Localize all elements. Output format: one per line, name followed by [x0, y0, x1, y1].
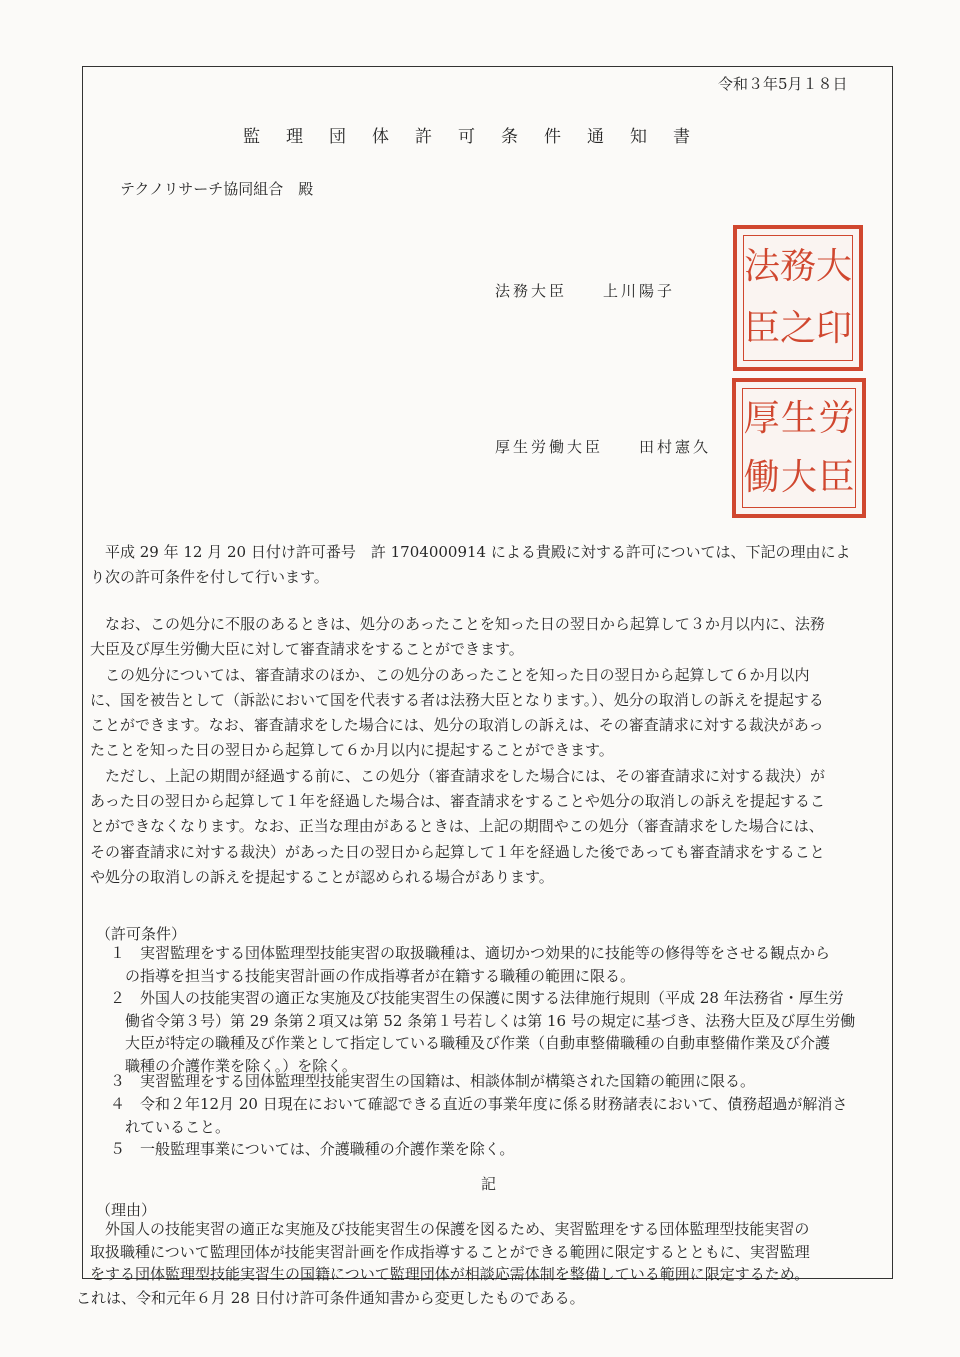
reason-text: 外国人の技能実習の適正な実施及び技能実習生の保護を図るため、実習監理をする団体監理型技能実習の 取扱職種について監理団体が技能実習計画を作成指導することができる範囲に限定するとともに、実習監理 をする団体監理型技能実習生の国籍について監理団体が相談応需体制を整備している範囲に限定するため。 [90, 1220, 810, 1283]
reason-heading: （理由） [96, 1201, 157, 1219]
seal-char: 労 [818, 397, 855, 439]
seal-char: 之 [780, 308, 817, 349]
condition-item: ２ 外国人の技能実習の適正な実施及び技能実習生の保護に関する法律施行規則（平成 28 年法務省・厚生労 働省令第３号）第 29 条第２項又は第 52 条第１号若しくは第 16 号の規定に基づき、法務大臣及び厚生労働 大臣が特定の職種及び作業として指定している職種及び作業（自動車整備職種の自動車整備作業及び介護 職種の介護作業を除く。）を除く。 [110, 989, 856, 1075]
seal-char: 臣 [818, 456, 855, 498]
issue-date: 令和３年5月１８日 [718, 75, 848, 93]
seal-char: 厚 [743, 397, 780, 439]
seal-justice-stamp [733, 225, 863, 371]
seal-char: 大 [780, 456, 817, 498]
seal-char: 生 [780, 397, 817, 439]
condition-item: １ 実習監理をする団体監理型技能実習の取扱職種は、適切かつ効果的に技能等の修得等をさせる観点から の指導を担当する技能実習計画の作成指導者が在籍する職種の範囲に限る。 [110, 944, 831, 985]
appeal-paragraph: なお、この処分に不服のあるときは、処分のあったことを知った日の翌日から起算して３か月以内に、法務 大臣及び厚生労働大臣に対して審査請求をすることができます。 この処分については、審査請求のほか、この処分のあったことを知った日の翌日から起算して６か月以内 に、国を被告として（訴訟において国を代表する者は法務大臣となります。）、処分の取消しの訴えを提起する ことができます。なお、審査請求をした場合には、処分の取消しの訴えは、その審査請求に対する裁決があっ たことを知った日の翌日から起算して６か月以内に提起することができます。 ただし、上記の期間が経過する前に、この処分（審査請求をした場合には、その審査請求に対する裁決）が あった日の翌日から起算して１年を経過した場合は、審査請求をすることや処分の取消しの訴えを提起するこ とができなくなります。なお、正当な理由があるときは、上記の期間やこの処分（審査請求をした場合には、 その審査請求に対する裁決）があった日の翌日から起算して１年を経過した後であっても審査請求をすること や処分の取消しの訴えを提起することが認められる場合があります。 [90, 615, 826, 886]
seal-char: 働 [743, 456, 780, 498]
seal-char: 印 [816, 308, 853, 349]
seal-char: 務 [780, 246, 817, 287]
minister-health: 厚生労働大臣 田村憲久 [495, 438, 712, 456]
addressee: テクノリサーチ協同組合 殿 [120, 180, 314, 198]
minister-justice: 法務大臣 上川陽子 [495, 282, 676, 300]
condition-item: ３ 実習監理をする団体監理型技能実習生の国籍は、相談体制が構築された国籍の範囲に限る。 [110, 1072, 756, 1090]
condition-item: ４ 令和２年12月 20 日現在において確認できる直近の事業年度に係る財務諸表において、債務超過が解消さ れていること。 [110, 1095, 848, 1136]
conditions-heading: （許可条件） [96, 925, 187, 943]
condition-item: ５ 一般監理事業については、介護職種の介護作業を除く。 [110, 1140, 515, 1158]
seal-health-stamp [732, 378, 866, 518]
permit-paragraph: 平成 29 年 12 月 20 日付け許可番号 許 1704000914 による貴殿に対する許可については、下記の理由によ り次の許可条件を付して行います。 [90, 543, 851, 587]
seal-char: 大 [816, 246, 853, 287]
seal-char: 臣 [744, 308, 781, 349]
footer-note: これは、令和元年６月 28 日付け許可条件通知書から変更したものである。 [76, 1289, 585, 1307]
seal-char: 法 [744, 246, 781, 287]
document-title: 監理団体許可条件通知書 [243, 127, 716, 147]
ki-marker: 記 [481, 1175, 497, 1193]
